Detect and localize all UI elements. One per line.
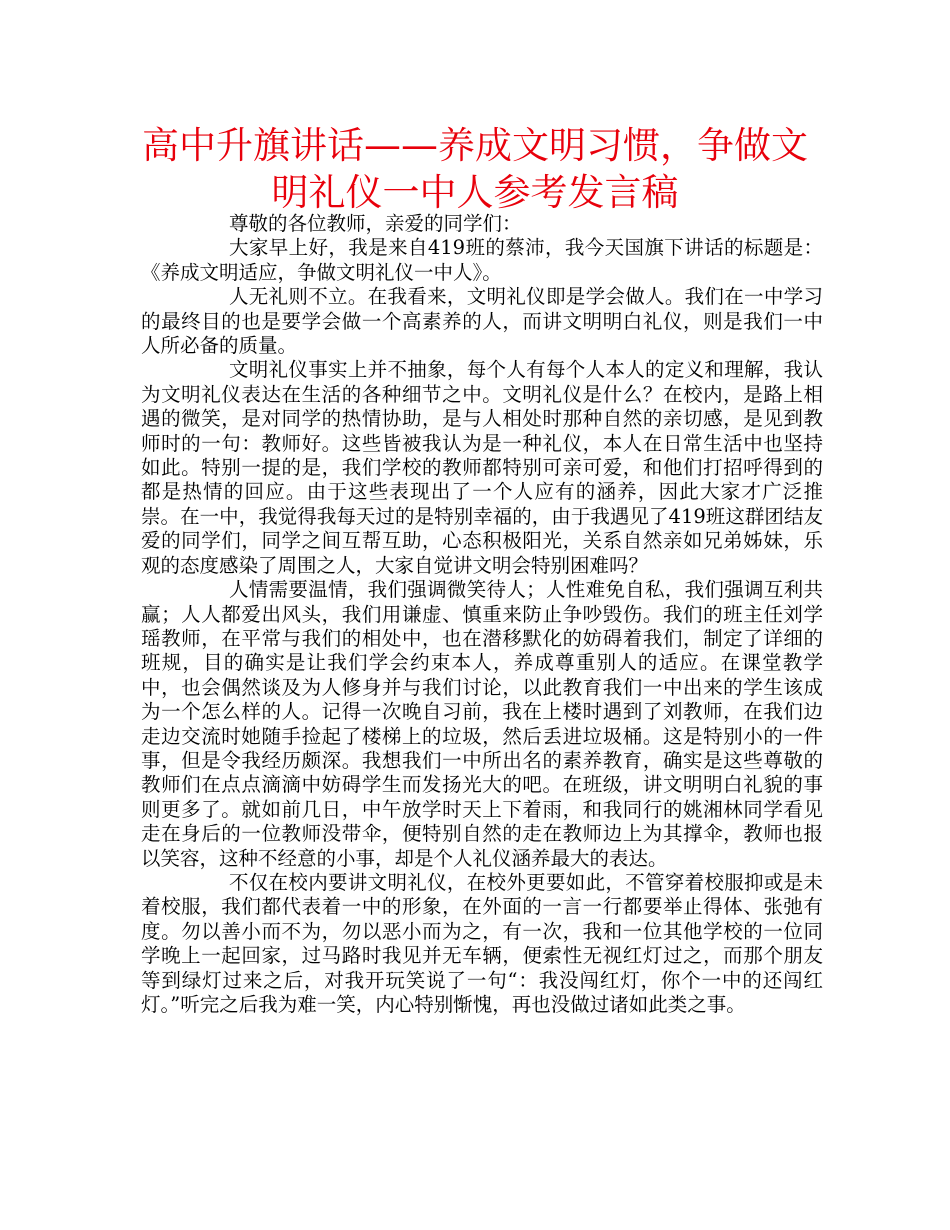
body-paragraph: 不仅在校内要讲文明礼仪，在校外更要如此，不管穿着校服抑或是未着校服，我们都代表着一中的形象，在外面的一言一行都要举止得体、张弛有度。勿以善小而不为，勿以恶小而为之，有一次，我和一位其他学校的一位同学晚上一起回家，过马路时我见并无车辆，便索性无视红灯过之，而那个朋友等到绿灯过来之后，对我开玩笑说了一句“：我没闯红灯，你个一中的还闯红灯。”听完之后我为难一笑，内心特别惭愧，再也没做过诸如此类之事。 bbox=[141, 870, 823, 1016]
title-line-2: 明礼仪一中人参考发言稿 bbox=[271, 171, 679, 214]
document-title bbox=[0, 122, 950, 216]
body-paragraph: 人无礼则不立。在我看来，文明礼仪即是学会做人。我们在一中学习的最终目的也是要学会做一个高素养的人，而讲文明明白礼仪，则是我们一中人所必备的质量。 bbox=[141, 285, 823, 358]
greeting-paragraph: 大家早上好，我是来自419班的蔡沛，我今天国旗下讲话的标题是：《养成文明适应，争做文明礼仪一中人》。 bbox=[141, 236, 823, 284]
document-body bbox=[141, 212, 823, 1017]
body-paragraph: 人情需要温情，我们强调微笑待人；人性难免自私，我们强调互利共赢；人人都爱出风头，我们用谦虚、慎重来防止争吵毁伤。我们的班主任刘学瑶教师，在平常与我们的相处中，也在潜移默化的妨碍着我们，制定了详细的班规，目的确实是让我们学会约束本人，养成尊重别人的适应。在课堂教学中，也会偶然谈及为人修身并与我们讨论，以此教育我们一中出来的学生该成为一个怎么样的人。记得一次晚自习前，我在上楼时遇到了刘教师，在我们边走边交流时她随手捡起了楼梯上的垃圾，然后丢进垃圾桶。这是特别小的一件事，但是令我经历颇深。我想我们一中所出名的素养教育，确实是这些尊敬的教师们在点点滴滴中妨碍学生而发扬光大的吧。在班级，讲文明明白礼貌的事则更多了。就如前几日，中午放学时天上下着雨，和我同行的姚湘林同学看见走在身后的一位教师没带伞，便特别自然的走在教师边上为其撑伞，教师也报以笑容，这种不经意的小事，却是个人礼仪涵养最大的表达。 bbox=[141, 578, 823, 870]
title-line-1: 高中升旗讲话——养成文明习惯，争做文 bbox=[142, 124, 808, 167]
body-paragraph: 文明礼仪事实上并不抽象，每个人有每个人本人的定义和理解，我认为文明礼仪表达在生活的各种细节之中。文明礼仪是什么？在校内，是路上相遇的微笑，是对同学的热情协助，是与人相处时那种自然的亲切感，是见到教师时的一句：教师好。这些皆被我认为是一种礼仪，本人在日常生活中也坚持如此。特别一提的是，我们学校的教师都特别可亲可爱，和他们打招呼得到的都是热情的回应。由于这些表现出了一个人应有的涵养，因此大家才广泛推崇。在一中，我觉得我每天过的是特别幸福的，由于我遇见了419班这群团结友爱的同学们，同学之间互帮互助，心态积极阳光，关系自然亲如兄弟姊妹，乐观的态度感染了周围之人，大家自觉讲文明会特别困难吗？ bbox=[141, 358, 823, 577]
salutation-paragraph: 尊敬的各位教师，亲爱的同学们： bbox=[229, 212, 522, 235]
